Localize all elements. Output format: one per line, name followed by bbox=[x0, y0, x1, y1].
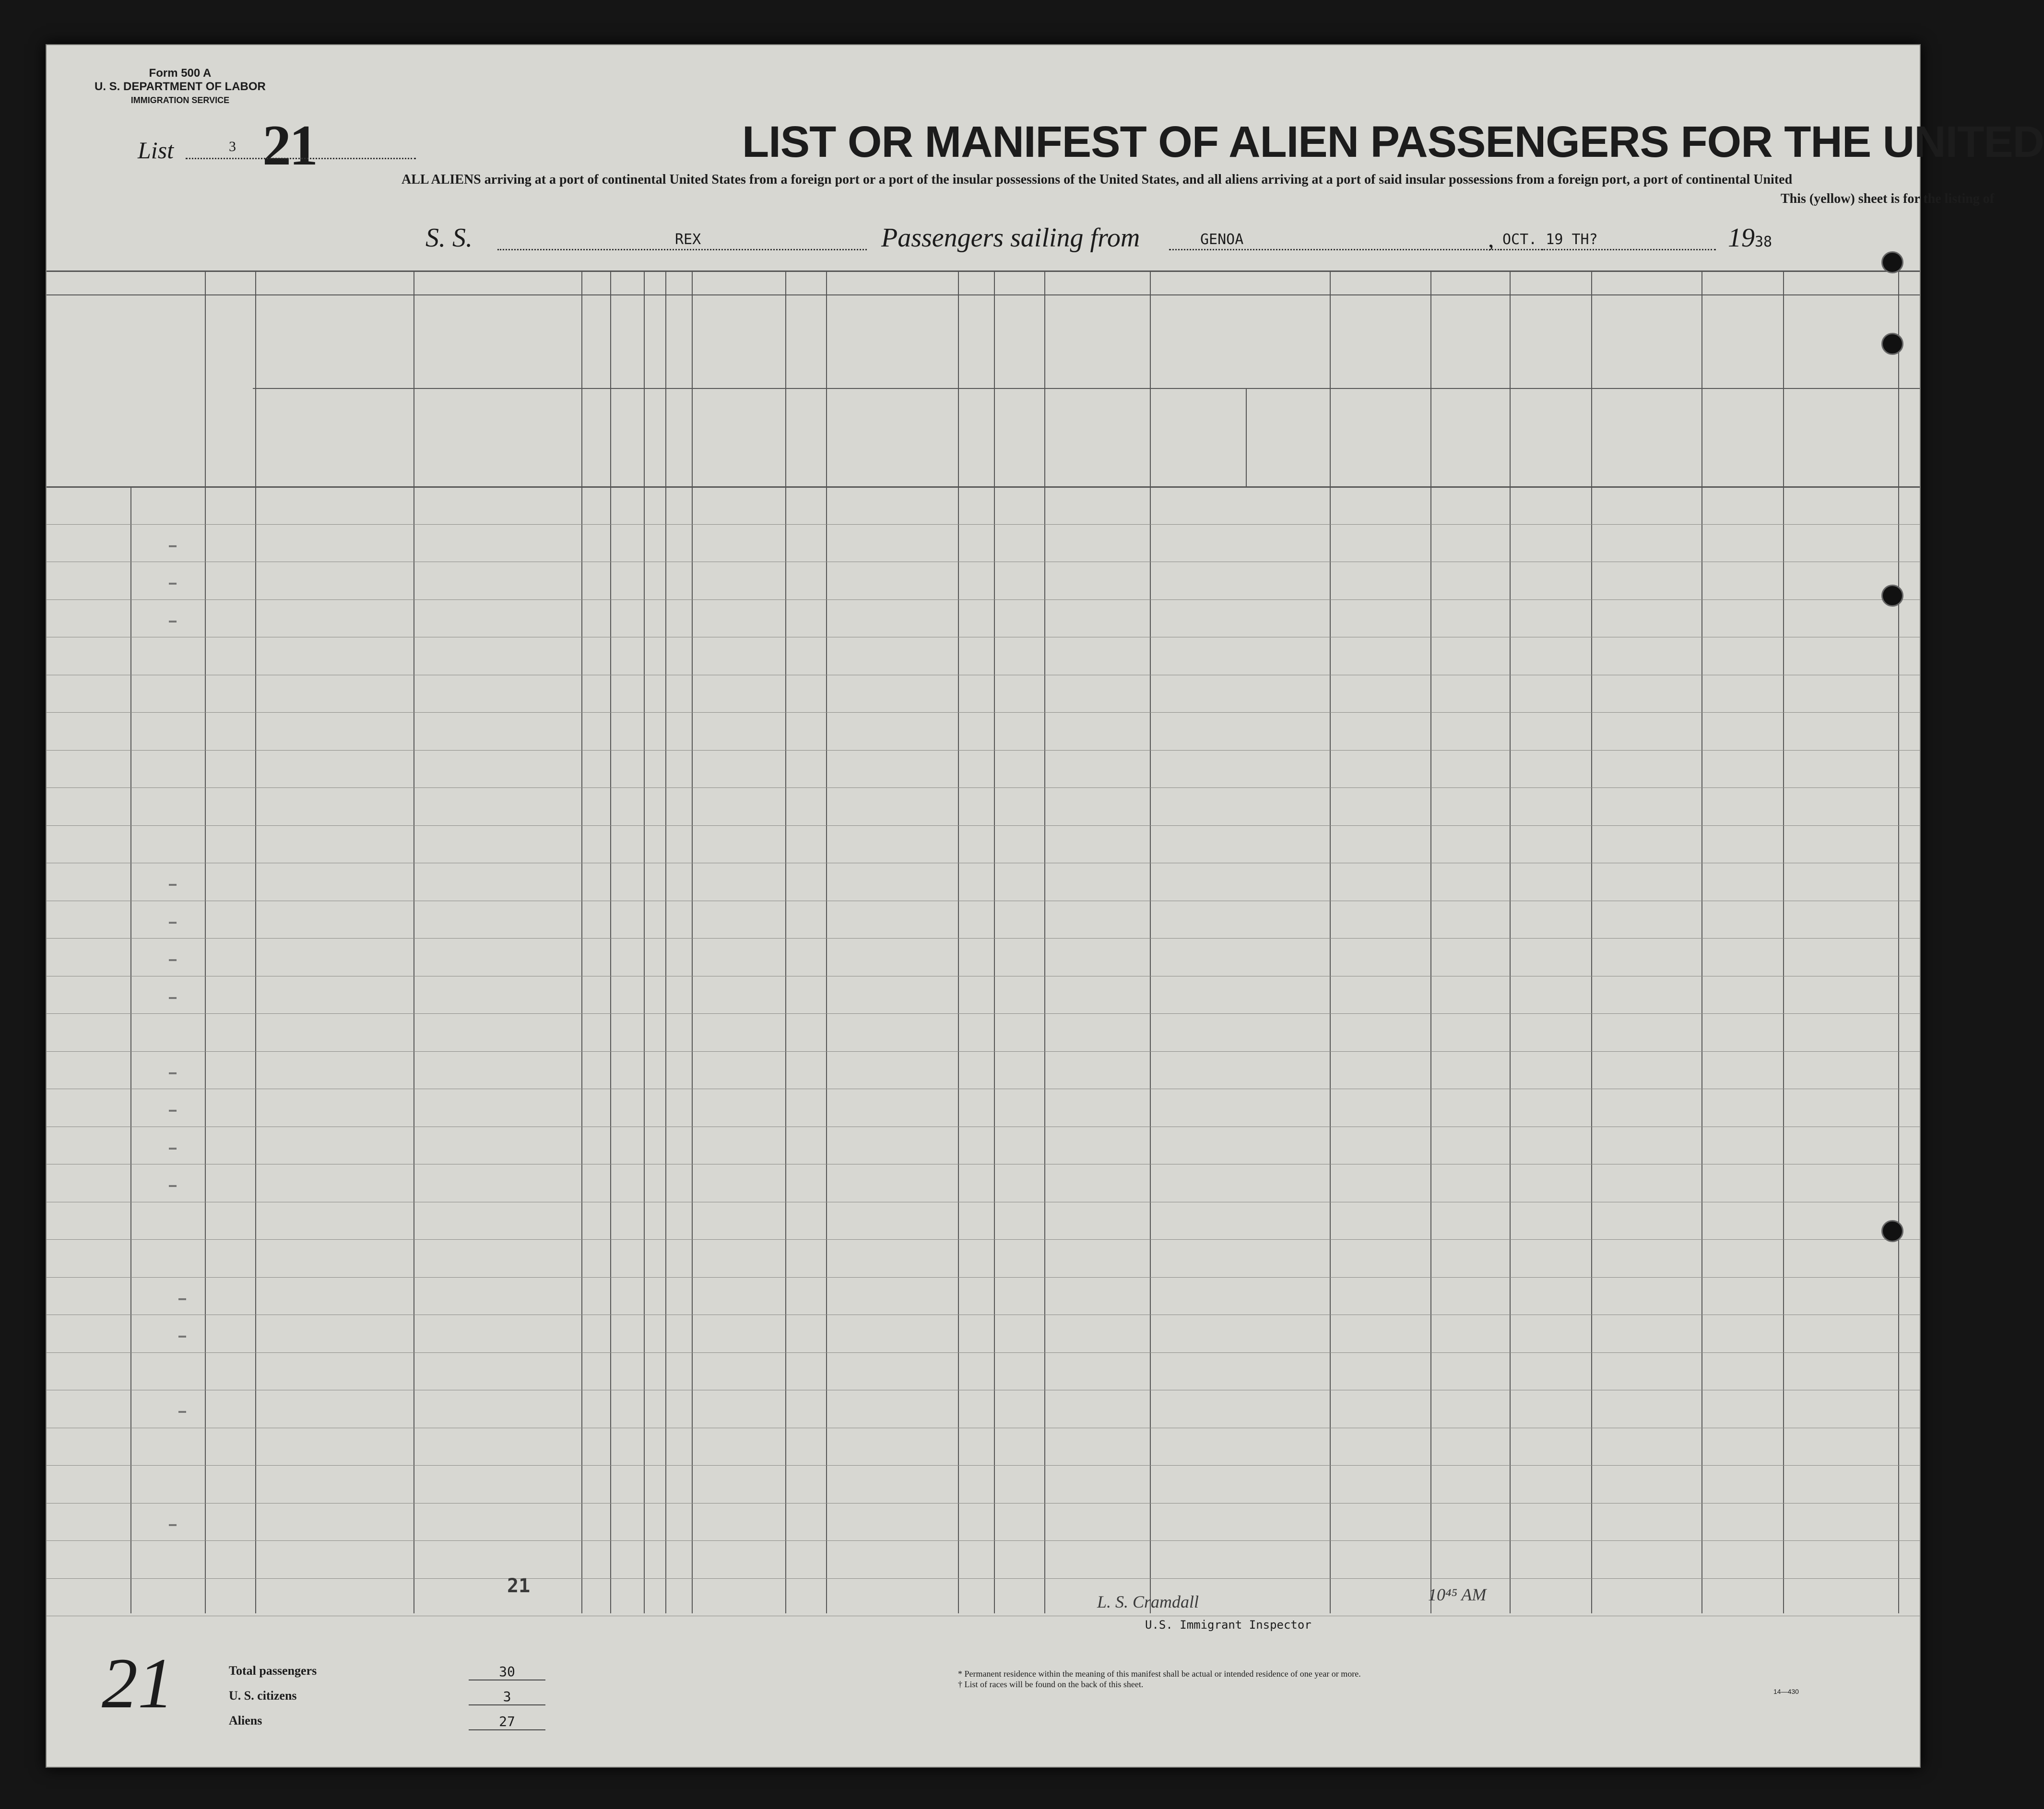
list-prefix: 3 bbox=[229, 139, 236, 154]
citizens-value: 3 bbox=[469, 1689, 545, 1705]
service: IMMIGRATION SERVICE bbox=[130, 95, 230, 105]
form-info bbox=[95, 67, 266, 107]
head-tax-stamp bbox=[169, 884, 177, 886]
table-row bbox=[47, 1517, 1920, 1555]
head-tax-stamp bbox=[169, 922, 177, 924]
aliens-label: Aliens bbox=[229, 1714, 262, 1727]
inspector-signature: L. S. Cramdall bbox=[1097, 1592, 1199, 1611]
citizens-label: U. S. citizens bbox=[229, 1689, 297, 1703]
head-tax-stamp bbox=[169, 997, 177, 999]
table-row bbox=[47, 1066, 1920, 1104]
citizens-row bbox=[229, 1689, 511, 1714]
races-note: † List of races will be found on the back of this sheet. bbox=[958, 1680, 1144, 1689]
head-tax-stamp bbox=[169, 621, 177, 623]
header-bottom-rule bbox=[47, 486, 1920, 488]
head-tax-stamp bbox=[178, 1411, 186, 1413]
ship-name: REX bbox=[675, 231, 701, 248]
binder-hole bbox=[1881, 585, 1903, 607]
table-row bbox=[47, 1555, 1920, 1593]
table-row bbox=[47, 1141, 1920, 1179]
head-tax-stamp bbox=[169, 1524, 177, 1526]
table-row bbox=[47, 952, 1920, 990]
table-row bbox=[47, 689, 1920, 727]
list-label: List bbox=[138, 137, 174, 164]
footnotes bbox=[958, 1668, 1361, 1690]
table-row bbox=[47, 1216, 1920, 1254]
aliens-row bbox=[229, 1714, 515, 1739]
head-tax-stamp bbox=[178, 1298, 186, 1300]
table-row bbox=[47, 802, 1920, 840]
handwritten-count: 21 bbox=[102, 1644, 174, 1723]
head-tax-stamp bbox=[169, 583, 177, 585]
aliens-value: 27 bbox=[469, 1714, 545, 1730]
totals-block bbox=[229, 1664, 515, 1739]
ss-label: S. S. bbox=[425, 223, 473, 253]
sailing-date: OCT. 19 TH? bbox=[1502, 231, 1598, 248]
head-tax-stamp bbox=[169, 1185, 177, 1187]
table-row bbox=[47, 915, 1920, 953]
header-sub-rule bbox=[253, 388, 1920, 389]
head-tax-stamp bbox=[169, 545, 177, 547]
ship-line bbox=[497, 249, 867, 250]
header-top-rule bbox=[47, 270, 1920, 272]
year-suffix: 38 bbox=[1755, 234, 1772, 250]
table-row bbox=[47, 727, 1920, 764]
list-number: 21 bbox=[262, 113, 316, 177]
head-tax-stamp bbox=[169, 1072, 177, 1074]
port-name: GENOA bbox=[1200, 231, 1244, 248]
table-row bbox=[47, 1480, 1920, 1517]
inspector-label: U.S. Immigrant Inspector bbox=[1145, 1618, 1311, 1632]
intro-text-2: This (yellow) sheet is for the listing of bbox=[1781, 191, 1995, 206]
table-row bbox=[47, 1178, 1920, 1216]
row-count: 21 bbox=[507, 1575, 531, 1597]
header-divider bbox=[1783, 388, 1784, 486]
table-row bbox=[47, 764, 1920, 802]
sailing-label: Passengers sailing from bbox=[881, 223, 1140, 253]
table-row bbox=[47, 1442, 1920, 1480]
table-row bbox=[47, 501, 1920, 539]
binder-hole bbox=[1881, 251, 1903, 273]
total-label: Total passengers bbox=[229, 1664, 317, 1678]
head-tax-stamp bbox=[178, 1336, 186, 1338]
table-row bbox=[47, 877, 1920, 915]
table-row bbox=[47, 1292, 1920, 1329]
head-tax-stamp bbox=[169, 1110, 177, 1112]
time-annotation: 10⁴⁵ AM bbox=[1428, 1585, 1487, 1604]
intro-text: ALL ALIENS arriving at a port of continental United States from a foreign port or a port of the insular possessions of the United States, and all aliens arriving at a port of said insular possessions from a foreign port, a port of continental United bbox=[402, 172, 1793, 187]
table-row bbox=[47, 840, 1920, 878]
table-row bbox=[47, 1593, 1920, 1631]
table-row bbox=[47, 539, 1920, 576]
head-tax-stamp bbox=[169, 1148, 177, 1150]
permanent-note: * Permanent residence within the meaning of this manifest shall be actual or intended residence of one year or more. bbox=[958, 1669, 1361, 1679]
port-line bbox=[1169, 249, 1543, 250]
total-value: 30 bbox=[469, 1664, 545, 1680]
binder-hole bbox=[1881, 333, 1903, 355]
head-tax-stamp bbox=[169, 959, 177, 961]
table-row bbox=[47, 651, 1920, 689]
header-number-rule bbox=[47, 294, 1920, 295]
year-prefix: 19 bbox=[1728, 223, 1755, 253]
form-number: Form 500 A bbox=[149, 67, 212, 80]
table-row bbox=[47, 1329, 1920, 1367]
form-code: 14—430 bbox=[1773, 1688, 1799, 1695]
date-line bbox=[1500, 249, 1716, 250]
table-row bbox=[47, 1367, 1920, 1405]
year bbox=[1728, 223, 1772, 253]
header-divider bbox=[1246, 388, 1247, 486]
list-underline bbox=[186, 158, 416, 159]
manifest-sheet bbox=[46, 44, 2044, 1768]
table-row bbox=[47, 1404, 1920, 1442]
table-row bbox=[47, 1103, 1920, 1141]
table-row bbox=[47, 1028, 1920, 1066]
total-passengers-row bbox=[229, 1664, 515, 1689]
table-row bbox=[47, 576, 1920, 614]
table-row bbox=[47, 1254, 1920, 1292]
binder-hole bbox=[1881, 1220, 1903, 1242]
table-row bbox=[47, 614, 1920, 652]
page-title: LIST OR MANIFEST OF ALIEN PASSENGERS FOR THE UNITED bbox=[742, 117, 2044, 166]
comma: , bbox=[1488, 225, 1494, 252]
department: U. S. DEPARTMENT OF LABOR bbox=[95, 80, 266, 93]
table-row bbox=[47, 990, 1920, 1028]
